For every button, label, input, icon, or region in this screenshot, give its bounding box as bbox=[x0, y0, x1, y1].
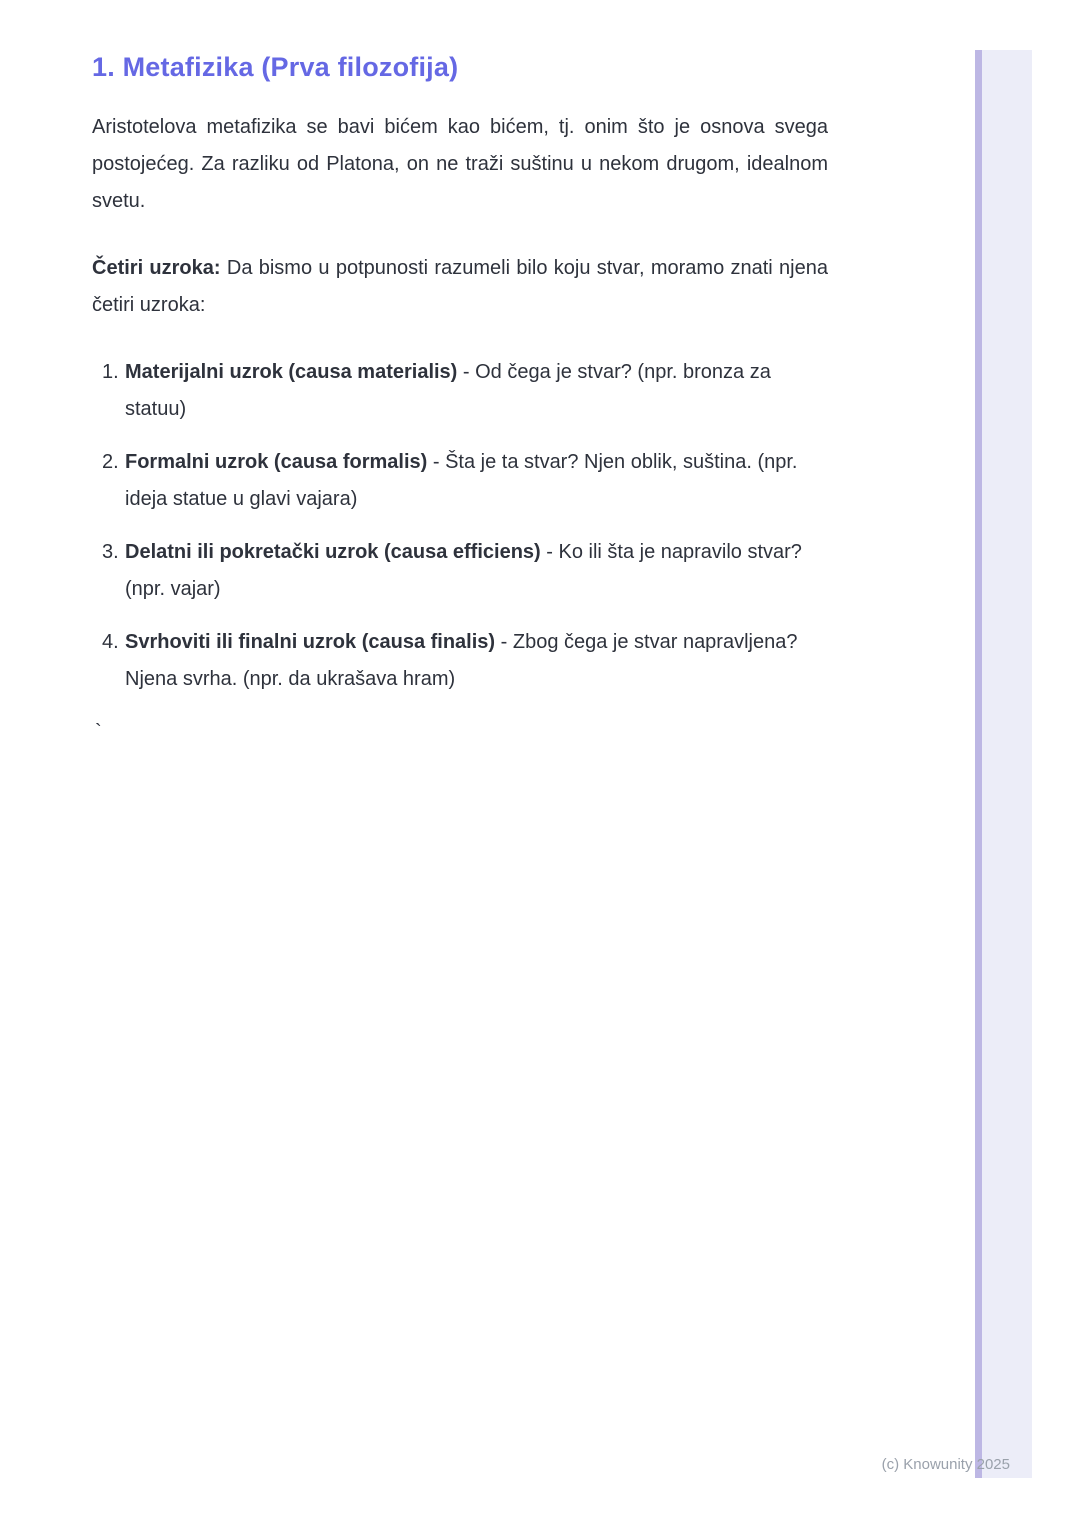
list-item bbox=[92, 624, 828, 698]
section-heading: 1. Metafizika (Prva filozofija) bbox=[92, 52, 459, 82]
list-item bbox=[92, 444, 828, 518]
cause-description: - Šta je ta stvar? Njen oblik, suština. (npr. ideja statue u glavi vajara) bbox=[125, 451, 798, 510]
cause-description: - Zbog čega je stvar napravljena? Njena svrha. (npr. da ukrašava hram) bbox=[125, 631, 798, 690]
list-item bbox=[92, 354, 828, 428]
four-causes-lead: Četiri uzroka: bbox=[92, 257, 221, 279]
four-causes-paragraph bbox=[92, 250, 828, 324]
list-item-text bbox=[125, 354, 828, 428]
intro-paragraph: Aristotelova metafizika se bavi bićem kao bićem, tj. onim što je osnova svega postojećeg. Za razliku od Platona, on ne traži suštinu u nekom drugom, idealnom svetu. bbox=[92, 116, 828, 212]
cause-term: Formalni uzrok (causa formalis) bbox=[125, 451, 428, 473]
cause-term: Svrhoviti ili finalni uzrok (causa finalis) bbox=[125, 631, 496, 653]
causes-list bbox=[92, 354, 828, 698]
cause-term: Materijalni uzrok (causa materialis) bbox=[125, 361, 458, 383]
cause-description: - Od čega je stvar? (npr. bronza za statuu) bbox=[125, 361, 771, 420]
stray-backtick-character: ` bbox=[95, 721, 102, 743]
list-item-text bbox=[125, 624, 828, 698]
list-item bbox=[92, 534, 828, 608]
scrollbar-thumb[interactable] bbox=[975, 50, 982, 1478]
list-item-number: 2. bbox=[102, 451, 119, 473]
right-side-panel bbox=[975, 50, 1032, 1478]
cause-term: Delatni ili pokretački uzrok (causa efficiens) bbox=[125, 541, 541, 563]
document-page bbox=[92, 52, 828, 751]
cause-description: - Ko ili šta je napravilo stvar? (npr. vajar) bbox=[125, 541, 802, 600]
copyright-footer: (c) Knowunity 2025 bbox=[881, 1456, 1010, 1473]
list-item-text bbox=[125, 534, 828, 608]
four-causes-text: Da bismo u potpunosti razumeli bilo koju stvar, moramo znati njena četiri uzroka: bbox=[92, 257, 828, 316]
list-item-number: 1. bbox=[102, 361, 119, 383]
list-item-number: 4. bbox=[102, 631, 119, 653]
list-item-text bbox=[125, 444, 828, 518]
list-item-number: 3. bbox=[102, 541, 119, 563]
